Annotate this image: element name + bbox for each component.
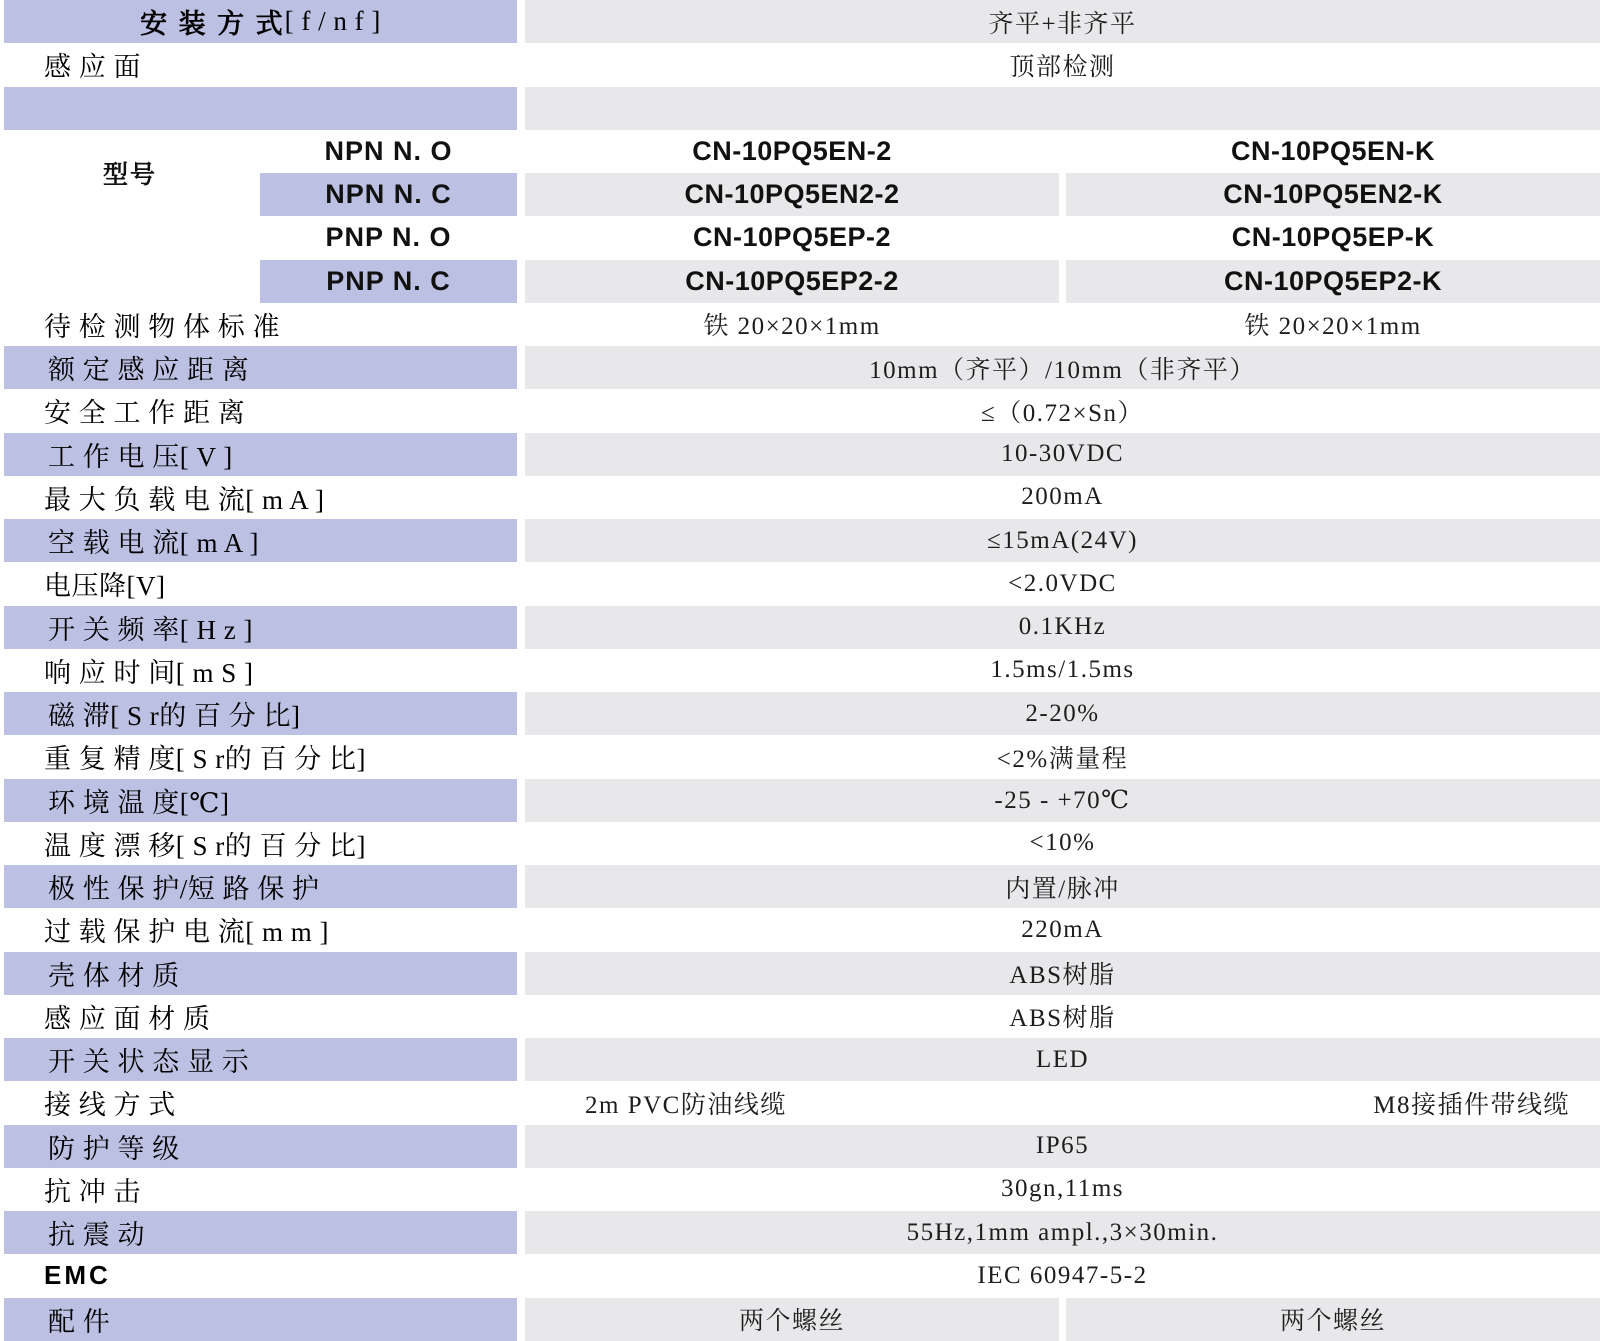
table-row [0,995,1600,1038]
table-row [0,692,1600,735]
row-value: 10mm（齐平）/10mm（非齐平） [525,346,1600,389]
model-number-cable: CN-10PQ5EP2-2 [525,260,1059,303]
row-label-text: 响 应 时 间[ m S ] [44,657,254,688]
row-label [0,519,517,562]
row-label-text: 抗 震 动 [48,1220,145,1251]
row-label [0,779,517,822]
row-value: -25 - +70℃ [525,779,1600,822]
row-value: <10% [1029,829,1096,857]
model-label-spacer [0,216,260,259]
table-row [0,216,1600,259]
row-value-right: 铁 20×20×1mm [1244,313,1422,341]
row-label-text: 额 定 感 应 距 离 [48,355,250,386]
column-divider [517,1125,525,1168]
column-divider [517,735,525,778]
table-row [0,952,1600,995]
row-value: ABS树脂 [525,952,1600,995]
table-row [0,1081,1600,1124]
row-value-left: 两个螺丝 [525,1298,1059,1341]
row-value: 1.5ms/1.5ms [990,656,1135,684]
table-row [0,649,1600,692]
column-divider [517,1298,525,1341]
table-row [0,43,1600,86]
column-divider [517,0,525,43]
table-row [0,1125,1600,1168]
column-divider [517,433,525,476]
row-label [0,865,517,908]
model-number-connector: CN-10PQ5EP2-K [1066,260,1600,303]
row-label [0,303,517,346]
row-label [0,822,517,865]
row-label [0,433,517,476]
table-row [0,260,1600,303]
row-value: <2.0VDC [1008,569,1117,597]
row-label [0,476,517,519]
column-divider [517,1081,525,1124]
row-label [0,952,517,995]
row-label [0,649,517,692]
row-value: 55Hz,1mm ampl.,3×30min. [525,1211,1600,1254]
column-divider [1059,1298,1066,1341]
row-label [0,562,517,605]
column-divider [517,216,525,259]
row-label-text: 空 载 电 流[ m A ] [48,528,260,559]
row-label [0,908,517,951]
column-divider [517,692,525,735]
table-row [0,562,1600,605]
row-label [0,0,517,43]
row-label-text: 接 线 方 式 [44,1090,176,1121]
table-row [0,1298,1600,1341]
column-divider [517,908,525,951]
row-label [0,995,517,1038]
table-row [0,87,1600,130]
table-row [0,1254,1600,1297]
column-divider [517,649,525,692]
row-label [0,1211,517,1254]
row-label-text: 安 全 工 作 距 离 [44,398,246,429]
row-value: ABS树脂 [1009,1005,1116,1033]
model-number-cable: CN-10PQ5EN-2 [692,135,892,166]
row-label-text: EMC [44,1260,111,1291]
row-label [0,389,517,432]
table-row [0,519,1600,562]
table-row [0,0,1600,43]
row-value: 220mA [1021,915,1104,943]
model-number-cable: CN-10PQ5EP-2 [692,222,892,253]
table-row [0,908,1600,951]
row-label-text: 工 作 电 压[ V ] [48,441,233,472]
row-value: 顶部检测 [1009,53,1116,81]
row-value-right: M8接插件带线缆 [1373,1091,1570,1119]
model-number-connector: CN-10PQ5EN-K [1230,135,1436,166]
row-label [0,1254,517,1297]
row-label-text: 极 性 保 护/短 路 保 护 [48,874,320,905]
row-value: ≤15mA(24V) [525,519,1600,562]
model-number-connector: CN-10PQ5EP-K [1231,222,1435,253]
column-divider [517,519,525,562]
column-divider [517,865,525,908]
model-number-connector: CN-10PQ5EN2-K [1066,173,1600,216]
row-label-suffix: [ f / n f ] [284,6,381,37]
column-divider [517,822,525,865]
row-label-text: 最 大 负 载 电 流[ m A ] [44,484,325,515]
table-row [0,1211,1600,1254]
column-divider [517,779,525,822]
column-divider [517,1168,525,1211]
column-divider [1059,1081,1066,1124]
row-label-text: 温 度 漂 移[ S r的 百 分 比] [44,830,366,861]
row-value: LED [525,1038,1600,1081]
row-label-text: 感 应 面 [44,52,141,83]
row-value: 齐平+非齐平 [525,0,1600,43]
table-row [0,1038,1600,1081]
table-row [0,476,1600,519]
column-divider [517,995,525,1038]
row-label [0,1168,517,1211]
column-divider [1059,303,1066,346]
model-section-label: 型号 [102,161,157,189]
column-divider [517,43,525,86]
row-label [0,692,517,735]
row-label [0,346,517,389]
table-row [0,606,1600,649]
column-divider [1059,260,1066,303]
table-row [0,433,1600,476]
table-row [0,303,1600,346]
row-label [0,87,517,130]
column-divider [517,346,525,389]
row-label-text: 磁 滞[ S r的 百 分 比] [48,701,301,732]
row-value [525,87,1600,130]
column-divider [517,87,525,130]
row-label [0,735,517,778]
row-label-text: 过 载 保 护 电 流[ m m ] [44,917,329,948]
row-value: <2%满量程 [996,745,1129,773]
row-value: IP65 [525,1125,1600,1168]
row-label-text: 配 件 [48,1306,111,1337]
row-value: IEC 60947-5-2 [977,1261,1148,1289]
row-label [0,1125,517,1168]
column-divider [517,260,525,303]
row-value: 2-20% [525,692,1600,735]
column-divider [517,173,525,216]
column-divider [1059,130,1066,173]
row-value: ≤（0.72×Sn） [981,399,1144,427]
row-label-text: 环 境 温 度[℃] [48,787,230,818]
row-value: 30gn,11ms [1001,1175,1124,1203]
column-divider [517,389,525,432]
column-divider [517,1211,525,1254]
column-divider [517,1254,525,1297]
row-value-right: 两个螺丝 [1066,1298,1600,1341]
column-divider [517,476,525,519]
row-label-text: 电压降[V] [44,571,166,602]
row-value: 10-30VDC [525,433,1600,476]
table-row [0,735,1600,778]
row-label-text: 待 检 测 物 体 标 准 [44,311,280,342]
column-divider [1059,173,1066,216]
model-output-type-label: PNP N. O [325,222,452,253]
row-value-left: 2m PVC防油线缆 [585,1091,787,1119]
column-divider [517,1038,525,1081]
row-label-text: 重 复 精 度[ S r的 百 分 比] [44,744,366,775]
row-label-text: 防 护 等 级 [48,1133,180,1164]
model-number-cable: CN-10PQ5EN2-2 [525,173,1059,216]
table-row [0,346,1600,389]
row-value-left: 铁 20×20×1mm [703,313,881,341]
row-value: 内置/脉冲 [525,865,1600,908]
row-label-text: 开 关 状 态 显 示 [48,1047,250,1078]
table-row [0,865,1600,908]
table-row [0,779,1600,822]
row-label-text: 安 装 方 式 [140,9,285,40]
model-output-type-label: PNP N. C [260,260,517,303]
row-label [0,1081,517,1124]
column-divider [517,606,525,649]
row-label-text: 感 应 面 材 质 [44,1003,211,1034]
row-label [0,1038,517,1081]
row-value: 0.1KHz [525,606,1600,649]
table-row [0,822,1600,865]
model-output-type-label: NPN N. O [324,135,453,166]
table-row [0,389,1600,432]
model-section [0,130,1600,303]
table-row [0,1168,1600,1211]
row-label [0,1298,517,1341]
row-label-text: 抗 冲 击 [44,1176,141,1207]
model-label-spacer [0,260,260,303]
column-divider [517,303,525,346]
column-divider [517,130,525,173]
column-divider [517,562,525,605]
row-label-text: 壳 体 材 质 [48,960,180,991]
row-label [0,43,517,86]
column-divider [517,952,525,995]
row-value: 200mA [1021,483,1104,511]
row-label-text: 开 关 频 率[ H z ] [48,614,253,645]
model-output-type-label: NPN N. C [260,173,517,216]
column-divider [1059,216,1066,259]
row-label [0,606,517,649]
